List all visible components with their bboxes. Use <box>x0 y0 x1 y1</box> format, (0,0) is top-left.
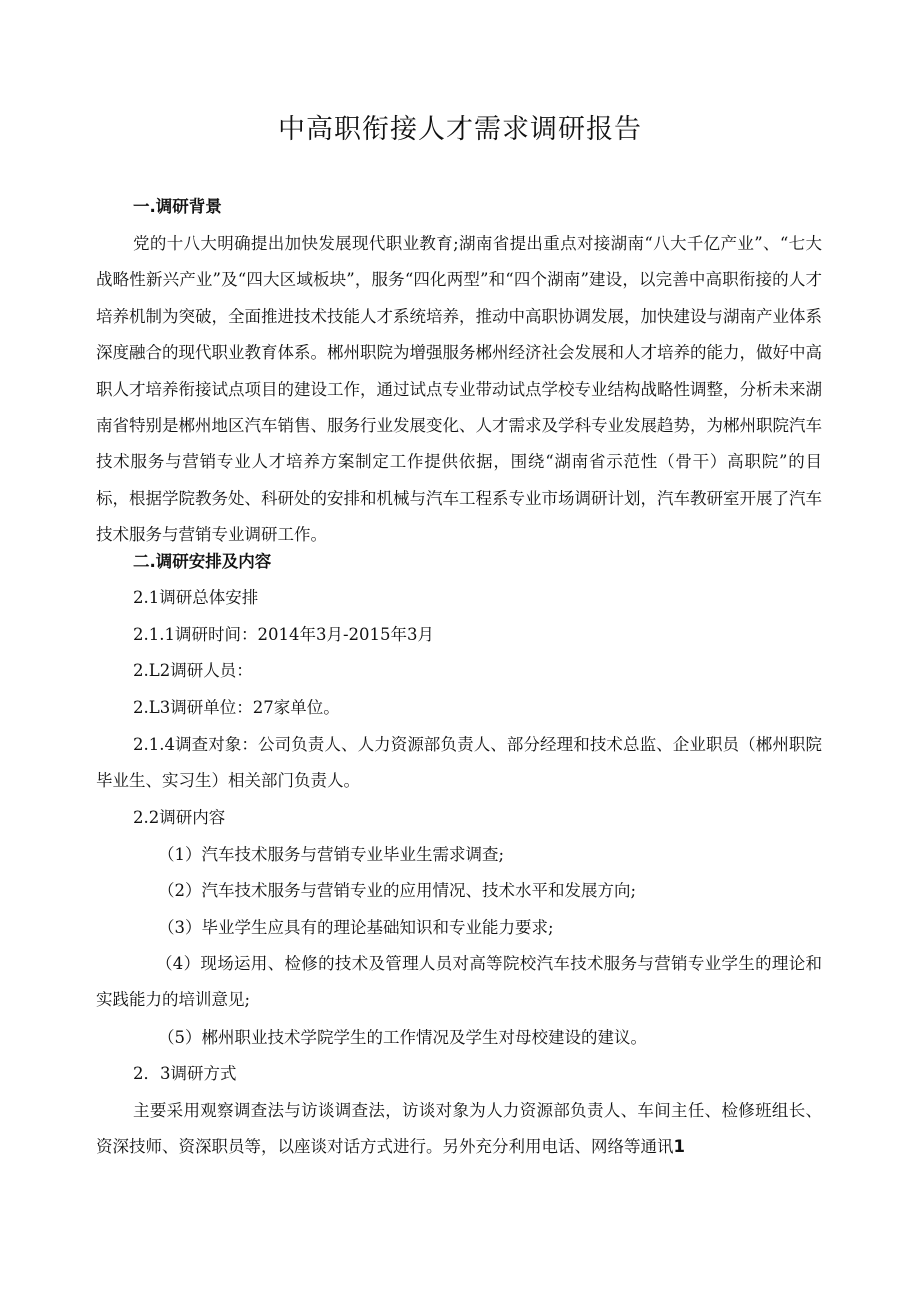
subsection-2-1-4: 2.1.4调查对象：公司负责人、人力资源部负责人、部分经理和技术总监、企业职员（郴州职院毕业生、实习生）相关部门负责人。 <box>96 735 822 791</box>
subsection-2-1-3: 2.L3调研单位：27家单位。 <box>133 698 340 717</box>
content-item: （4）现场运用、检修的技术及管理人员对高等院校汽车技术服务与营销专业学生的理论和实践能力的培训意见; <box>96 954 822 1010</box>
subsection-2-1-1: 2.1.1调研时间：2014年3月-2015年3月 <box>133 625 435 644</box>
subsection-2-3: 2．3调研方式 <box>133 1064 237 1083</box>
section-heading-background: 一.调研背景 <box>133 197 222 216</box>
section-heading-arrangement: 二.调研安排及内容 <box>133 552 272 571</box>
document-title: 中高职衔接人才需求调研报告 <box>278 114 642 145</box>
background-paragraph: 党的十八大明确提出加快发展现代职业教育;湖南省提出重点对接湖南“八大千亿产业”、“七大战略性新兴产业”及“四大区域板块”，服务“四化两型”和“四个湖南”建设，以完善中高职衔接的人才培养机制为突破，全面推进技术技能人才系统培养，推动中高职协调发展，加快建设与湖南产业体系深度融合的现代职业教育体系。郴州职院为增强服务郴州经济社会发展和人才培养的能力，做好中高职人才培养衔接试点项目的建设工作，通过试点专业带动试点学校专业结构战略性调整，分析未来湖南省特别是郴州地区汽车销售、服务行业发展变化、人才需求及学科专业发展趋势，为郴州职院汽车技术服务与营销专业人才培养方案制定工作提供依据，围绕“湖南省示范性（骨干）高职院”的目标，根据学院教务处、科研处的安排和机械与汽车工程系专业市场调研计划，汽车教研室开展了汽车技术服务与营销专业调研工作。 <box>96 234 822 545</box>
subsection-2-1: 2.1调研总体安排 <box>133 588 259 607</box>
content-item: （3）毕业学生应具有的理论基础知识和专业能力要求; <box>158 918 554 937</box>
content-item: （1）汽车技术服务与营销专业毕业生需求调查; <box>158 845 505 864</box>
subsection-2-2: 2.2调研内容 <box>133 808 226 827</box>
content-item: （2）汽车技术服务与营销专业的应用情况、技术水平和发展方向; <box>158 881 637 900</box>
content-item: （5）郴州职业技术学院学生的工作情况及学生对母校建设的建议。 <box>158 1028 647 1047</box>
subsection-2-1-2: 2.L2调研人员： <box>133 661 253 680</box>
method-paragraph-text: 主要采用观察调查法与访谈调查法，访谈对象为人力资源部负责人、车间主任、检修班组长、资深技师、资深职员等，以座谈对话方式进行。另外充分利用电话、网络等通讯 <box>96 1101 822 1157</box>
method-paragraph <box>96 1093 822 1166</box>
page-number: 1 <box>673 1137 685 1157</box>
